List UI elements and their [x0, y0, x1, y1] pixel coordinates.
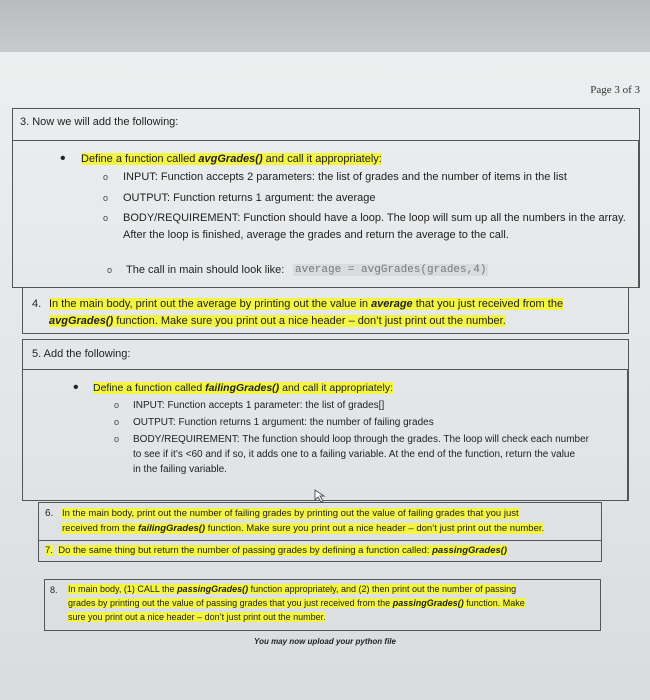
bullet-icon: •	[60, 150, 66, 167]
avg-function-name: avgGrades()	[49, 315, 114, 327]
bullet-text: Define a function called	[81, 153, 199, 165]
section-6-line-1	[62, 506, 519, 521]
circle-bullet-icon: o	[114, 417, 120, 427]
s8-text-3: sure you print out a nice header – don’t just print out the number.	[68, 612, 326, 622]
avg-function-name: avgGrades()	[198, 153, 263, 165]
passing-function-name: passingGrades()	[392, 598, 464, 608]
section-4-line-1	[49, 297, 563, 312]
page-number: Page 3 of 3	[590, 84, 640, 96]
section-3-heading: 3. Now we will add the following:	[20, 116, 179, 128]
circle-bullet-icon: o	[107, 265, 113, 275]
section-8-line-1	[68, 583, 516, 596]
avg-input-line: INPUT: Function accepts 2 parameters: the list of grades and the number of items in the list	[123, 171, 567, 183]
avg-body-line-2: After the loop is finished, average the grades and return the average to the call.	[123, 229, 509, 241]
failing-input-line: INPUT: Function accepts 1 parameter: the list of grades[]	[133, 400, 385, 411]
s8-text-end: function appropriately, and (2) then print out the number of passing	[248, 584, 517, 594]
average-variable: average	[371, 298, 413, 310]
s4-text: In the main body, print out the average by printing out the value in	[49, 298, 372, 310]
s8-text-2: grades by printing out the value of passing grades that you just received from the	[68, 598, 393, 608]
passing-function-name: passingGrades()	[432, 545, 508, 556]
call-code-text: average = avgGrades(grades,4)	[295, 264, 487, 276]
s6-text: In the main body, print out the number of failing grades by printing out the value of failing grades that you just	[62, 508, 519, 519]
circle-bullet-icon: o	[103, 172, 109, 182]
bullet-text: Define a function called	[93, 382, 206, 394]
avg-output-line: OUTPUT: Function returns 1 argument: the average	[123, 192, 376, 204]
s7-text: Do the same thing but return the number of passing grades by defining a function called:	[58, 545, 433, 556]
failing-body-line-1: BODY/REQUIREMENT: The function should loop through the grades. The loop will check each number	[133, 434, 589, 445]
s8-text: In main body, (1) CALL the	[68, 584, 178, 594]
circle-bullet-icon: o	[103, 213, 109, 223]
failing-body-line-3: in the failing variable.	[133, 464, 227, 475]
section-5-heading: 5. Add the following:	[32, 348, 131, 360]
bullet-text-end: and call it appropriately:	[279, 382, 394, 394]
failing-function-name: failingGrades()	[205, 382, 280, 394]
bullet-icon: •	[73, 379, 79, 396]
section-8-line-2	[68, 597, 525, 610]
section-4-line-2	[49, 314, 506, 329]
s4-text-line2: function. Make sure you print out a nice header – don’t just print out the number.	[113, 315, 506, 327]
failing-body-line-2: to see if it’s <60 and if so, it adds one to a failing variable. At the end of the function, return the value	[133, 449, 576, 460]
section-8-line-3	[68, 611, 326, 624]
call-code	[293, 262, 488, 278]
failing-output-line: OUTPUT: Function returns 1 argument: the number of failing grades	[133, 417, 434, 428]
upload-note: You may now upload your python file	[254, 637, 396, 646]
section-7-number: 7.	[45, 545, 53, 556]
circle-bullet-icon: o	[114, 434, 120, 444]
s8-text-2-end: function. Make	[463, 598, 525, 608]
section-6-line-2	[62, 521, 544, 536]
avg-body-line-1: BODY/REQUIREMENT: Function should have a loop. The loop will sum up all the numbers in the array.	[123, 212, 626, 224]
circle-bullet-icon: o	[103, 193, 109, 203]
s4-text-end: that you just received from the	[412, 298, 564, 310]
section-6-number: 6.	[45, 508, 54, 519]
passing-function-name: passingGrades()	[177, 584, 249, 594]
circle-bullet-icon: o	[114, 400, 120, 410]
section-7-line	[45, 543, 507, 558]
section-8-number: 8.	[50, 585, 58, 595]
background-surface	[0, 0, 650, 52]
section-4-number: 4.	[32, 298, 42, 310]
call-label: The call in main should look like:	[126, 264, 285, 276]
s6-text-post: function. Make sure you print out a nice header – don’t just print out the number.	[205, 523, 545, 534]
failing-function-name: failingGrades()	[138, 523, 206, 534]
avg-function-bullet	[81, 152, 382, 167]
bullet-text-end: and call it appropriately:	[262, 153, 382, 165]
failing-function-bullet	[93, 381, 393, 396]
s6-text-pre: received from the	[62, 523, 139, 534]
